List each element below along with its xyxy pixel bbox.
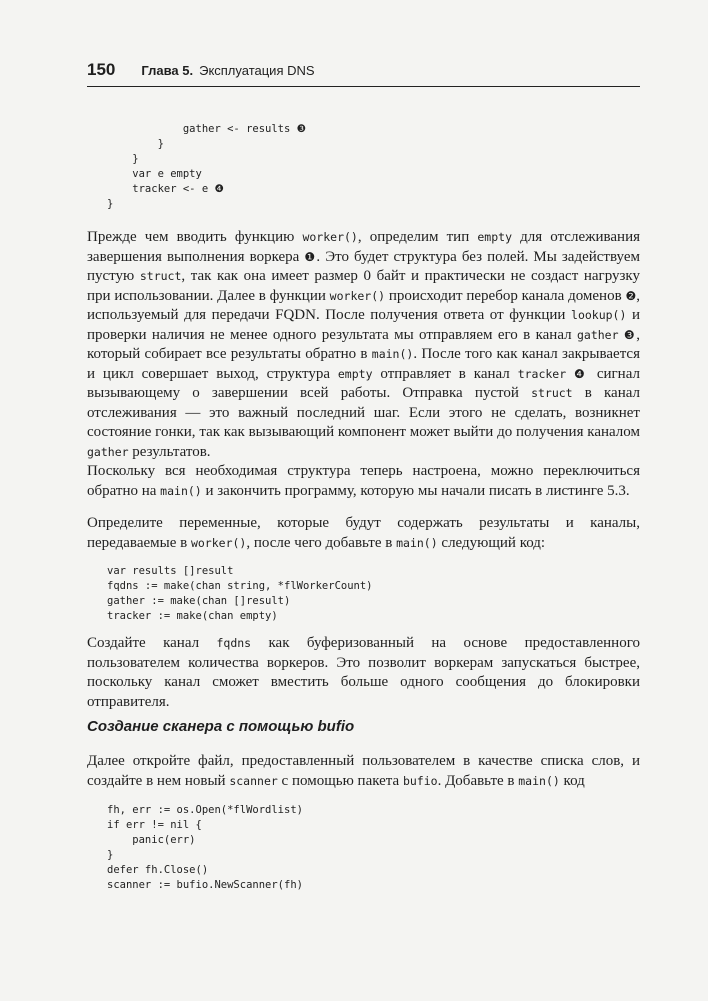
callout-marker-4: ❹ bbox=[574, 366, 589, 381]
code-listing-3: fh, err := os.Open(*flWordlist) if err != nil { panic(err) } defer fh.Close() scanner := bufio.NewScanner(fh) bbox=[107, 804, 303, 891]
chapter-title: Эксплуатация DNS bbox=[199, 63, 315, 78]
paragraph-2: Поскольку вся необходимая структура теперь настроена, можно переключиться обратно на main() и закончить программу, которую мы начали писать в листинге 5.3. bbox=[87, 463, 640, 499]
code-listing-2: var results []result fqdns := make(chan string, *flWorkerCount) gather := make(chan []result) tracker := make(chan empty) bbox=[107, 565, 373, 622]
chapter-label: Глава 5. bbox=[141, 63, 194, 78]
code-listing-1: gather <- results ❸ } } var e empty tracker <- e ❹ } bbox=[107, 123, 307, 210]
page-number: 150 bbox=[87, 60, 116, 79]
callout-marker-1: ❶ bbox=[304, 249, 317, 264]
page-header bbox=[87, 60, 640, 87]
paragraph-5: Далее откройте файл, предоставленный пользователем в качестве списка слов, и создайте в нем новый scanner с помощью пакета bufio. Добавьте в main() код bbox=[87, 753, 640, 789]
callout-marker-3: ❸ bbox=[623, 327, 637, 342]
section-heading: Создание сканера с помощью bufio bbox=[87, 718, 355, 735]
callout-marker-2: ❷ bbox=[625, 288, 637, 303]
paragraph-1: Прежде чем вводить функцию worker(), определим тип empty для отслеживания завершения выполнения воркера ❶. Это будет структура без полей. Мы задействуем пустую struct, так как она имеет размер 0 байт и практически не создаст нагрузку при использовании. Далее в функции worker() происходит перебор канала доменов ❷, используемый для передачи FQDN. После получения ответа от функции lookup() и проверки наличия не менее одного результата мы отправляем его в канал gather ❸, который собирает все результаты обратно в main(). После того как канал закрывается и цикл совершает выход, структура empty отправляет в канал tracker ❹ сигнал вызывающему о завершении всей работы. Отправка пустой struct в канал отслеживания — это важный последний шаг. Если этого не сделать, возникнет состояние гонки, так как вызывающий компонент может выйти до получения каналом gather результатов. bbox=[87, 229, 640, 460]
paragraph-3: Определите переменные, которые будут содержать результаты и каналы, передаваемые в worker(), после чего добавьте в main() следующий код: bbox=[87, 515, 640, 551]
paragraph-4: Создайте канал fqdns как буферизованный на основе предоставленного пользователем количества воркеров. Это позволит воркерам запускаться быстрее, поскольку канал сможет вместить больше одного сообщения до блокировки отправителя. bbox=[87, 635, 640, 710]
